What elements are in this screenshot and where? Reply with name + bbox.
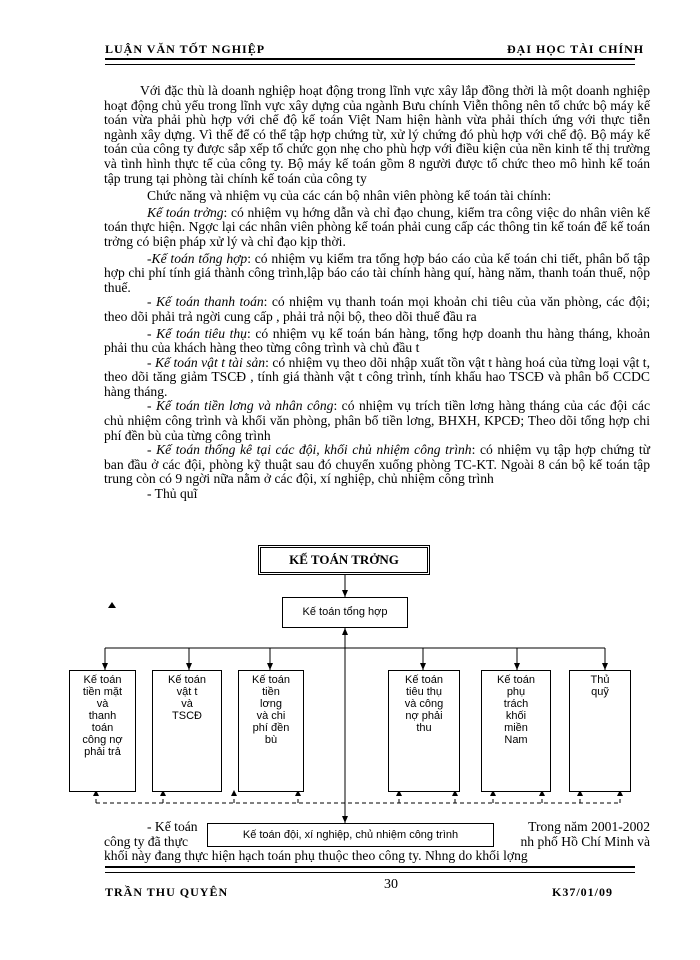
bottom-line-1: - Kế toán Trong năm 2001-2002 <box>147 819 650 834</box>
chart-box-south-accountant: Kế toán phụ trách khối miền Nam <box>481 670 551 792</box>
paragraph-salary-accountant: - Kế toán tiền lơng và nhân công: có nhiệm vụ trích tiền lơng hàng tháng của các đội các chủ nhiệm công trình và khối văn phòng, phân bổ tiền lơng, BHXH, KPCĐ; Theo dõi tổng hợp chi phí đền bù của từng công trình <box>104 398 650 443</box>
term-sales-accountant: Kế toán tiêu thụ <box>156 325 247 341</box>
term-chief-accountant: Kế toán trởng <box>147 204 224 220</box>
paragraph-functions: Chức năng và nhiệm vụ của các cán bộ nhân viên phòng kế toán tài chính: <box>147 188 552 204</box>
paragraph-general-accountant: -Kế toán tổng hợp: có nhiệm vụ kiểm tra tổng hợp báo cáo của kế toán chi tiết, phân bổ tập hợp chi phí tính giá thành công trình,lập báo cáo tài chính hàng quí, hàng năm, thanh toán thuế, nộp thuế. <box>104 250 650 295</box>
footer-right: K37/01/09 <box>552 885 614 899</box>
term-salary-accountant: Kế toán tiền lơng và nhân công <box>155 398 334 414</box>
term-payment-accountant: Kế toán thanh toán <box>155 294 264 310</box>
chart-box-sales-accountant: Kế toán tiêu thụ và công nợ phải thu <box>388 670 460 792</box>
bottom-line-3: khối này đang thực hiện hạch toán phụ thuộc theo công ty. Nhng do khối lợng <box>104 848 528 864</box>
paragraph-chief-accountant: Kế toán trởng: có nhiệm vụ hớng dẫn và chỉ đạo chung, kiểm tra công việc do nhân viên kế toán thực hiện. Ngợc lại các nhân viên phòng kế toán phải cung cấp các thông tin kế toán để kế toán trởng có biện pháp xử lý và chỉ đạo kịp thời. <box>104 204 650 249</box>
header-right: ĐẠI HỌC TÀI CHÍNH <box>507 42 645 56</box>
term-materials-accountant: Kế toán vật t tài sản <box>154 354 266 370</box>
paragraph-payment-accountant: - Kế toán thanh toán: có nhiệm vụ thanh toán mọi khoản chi tiêu của văn phòng, các đội; theo dõi phải trả ngời cung cấp , phải trả nội bộ, theo dõi thuế đầu ra <box>104 294 650 324</box>
term-statistics-accountant: Kế toán thống kê tại các đội, khối chủ nhiệm công trình <box>156 442 472 458</box>
chart-box-materials-accountant: Kế toán vật t và TSCĐ <box>152 670 222 792</box>
paragraph-sales-accountant: - Kế toán tiêu thụ: có nhiệm vụ kế toán bán hàng, tổng hợp doanh thu hàng tháng, khoản phải thu của khách hàng theo từng công trình và chủ đầu t <box>104 325 651 356</box>
term-general-accountant: -Kế toán tổng hợp <box>147 250 248 266</box>
paragraph-statistics-accountant: - Kế toán thống kê tại các đội, khối chủ nhiệm công trình: có nhiệm vụ tập hợp chứng từ ban đầu ở các đội, phòng kỹ thuật sau đó chuyển xuống phòng TC-KT. Ngoài 8 cán bộ kế toán tập trung còn có 9 ngời nữa nằm ở các đội, xí nghiệp, chủ nhiệm công trình <box>104 442 651 487</box>
paragraph-cashier: - Thủ quĩ <box>147 486 198 502</box>
paragraph-materials-accountant: - Kế toán vật t tài sản: có nhiệm vụ theo dõi nhập xuất tồn vật t hàng hoá của từng loại vật t, theo dõi tăng giảm TSCĐ , tính giá thành vật t công trình, tính khấu hao TSCĐ và phân bổ CCDC hàng tháng. <box>104 354 650 399</box>
chart-box-cashier: Thủ quỹ <box>569 670 631 792</box>
chart-box-cash-accountant: Kế toán tiền mặt và thanh toán công nợ phải trả <box>69 670 136 792</box>
chart-box-chief-accountant: KẾ TOÁN TRỞNG <box>258 545 430 575</box>
footer-left: TRẦN THU QUYÊN <box>105 885 229 899</box>
footer-rule <box>105 866 635 873</box>
header-left: LUẬN VĂN TỐT NGHIỆP <box>105 42 266 56</box>
bottom-line-2: công ty đã thực nh phố Hồ Chí Minh và <box>104 833 650 849</box>
chart-box-team-accountants: Kế toán đội, xí nghiệp, chủ nhiệm công trình <box>207 823 494 847</box>
paragraph-intro: Với đặc thù là doanh nghiệp hoạt động trong lĩnh vực xây lắp đồng thời là một doanh nghiệp hoạt động chủ yếu trong lĩnh vực xây dựng của ngành Bưu chính Viễn thông nên tổ chức bộ máy kế toán vừa phải phù hợp với chế độ kế toán Việt Nam hiện hành vừa phải thích ứng với thực tiễn ngành xây dựng. Vì thế để có thể tập hợp chứng từ, xử lý chứng đó phù hợp với chế độ. Bộ máy kế toán của công ty được sắp xếp tổ chức gọn nhẹ cho phù hợp với điều kiện của nền kinh tế thị trường và tình hình thực tế của công ty. Bộ máy kế toán gồm 8 người được tổ chức theo mô hình kế toán tập trung tại phòng tài chính kế toán của công ty <box>104 83 650 186</box>
chart-box-salary-accountant: Kế toán tiền lơng và chi phí đền bù <box>238 670 304 792</box>
chart-box-general-accountant: Kế toán tổng hợp <box>282 597 408 628</box>
page-number: 30 <box>384 877 398 892</box>
